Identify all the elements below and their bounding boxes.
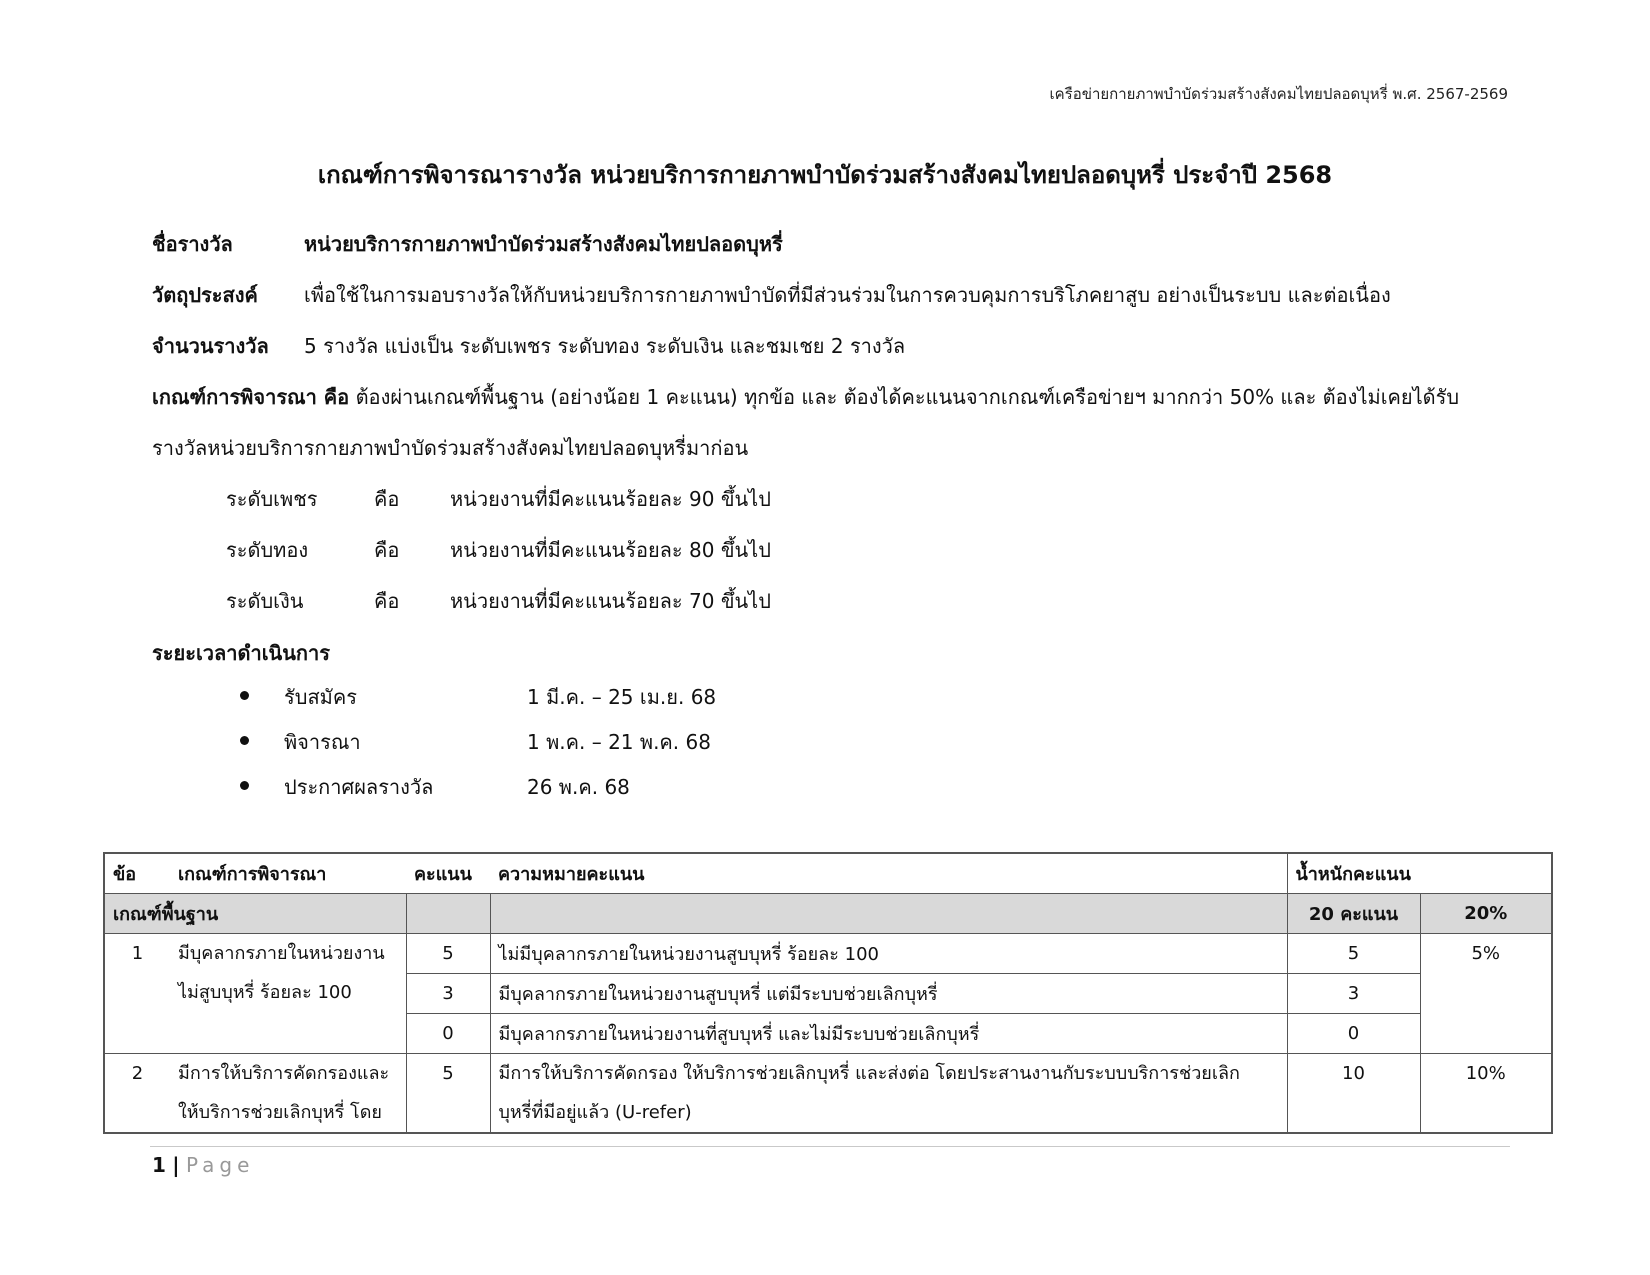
criteria-line: มีการให้บริการคัดกรองและ: [178, 1063, 390, 1084]
meaning-line: บุหรี่ที่มีอยู่แล้ว (U-refer): [498, 1102, 692, 1123]
page-separator: |: [172, 1153, 180, 1177]
criteria-intro-label: เกณฑ์การพิจารณา คือ: [152, 385, 350, 409]
award-name-line: [152, 228, 783, 260]
table-row: [104, 1054, 1552, 1134]
running-header: เครือข่ายกายภาพบำบัดร่วมสร้างสังคมไทยปลอดบุหรี่ พ.ศ. 2567-2569: [1049, 85, 1508, 103]
section-blank: [490, 894, 1287, 934]
objective-label: วัตถุประสงค์: [152, 283, 258, 307]
timeline-date: 1 มี.ค. – 25 เม.ย. 68: [527, 685, 717, 709]
bullet-icon: [240, 691, 249, 700]
header-no: ข้อ: [113, 864, 137, 885]
criteria-line: ไม่สูบบุหรี่ ร้อยละ 100: [178, 982, 352, 1003]
level-name: ระดับเงิน: [226, 589, 304, 613]
row-meaning: มีบุคลากรภายในหน่วยงานที่สูบบุหรี่ และไม่มีระบบช่วยเลิกบุหรี่: [490, 1014, 1287, 1054]
table-row: [104, 934, 1552, 974]
award-count-value: 5 รางวัล แบ่งเป็น ระดับเพชร ระดับทอง ระดับเงิน และชมเชย 2 รางวัล: [304, 334, 906, 358]
row-number: 1: [131, 943, 144, 964]
level-is: คือ: [374, 487, 400, 511]
criteria-line: ให้บริการช่วยเลิกบุหรี่ โดย: [178, 1102, 382, 1123]
section-label: เกณฑ์พื้นฐาน: [104, 894, 406, 934]
criteria-intro-text: ต้องผ่านเกณฑ์พื้นฐาน (อย่างน้อย 1 คะแนน) ทุกข้อ และ ต้องได้คะแนนจากเกณฑ์เครือข่ายฯ มากกว่า 50% และ ต้องไม่เคยได้รับ: [355, 385, 1460, 409]
section-row: [104, 894, 1552, 934]
row-weight: 5: [1287, 934, 1420, 974]
row-weight-percent: 10%: [1420, 1054, 1552, 1134]
table-header-row: [104, 853, 1552, 894]
row-score: 3: [406, 974, 490, 1014]
row-weight: 3: [1287, 974, 1420, 1014]
award-name-label: ชื่อรางวัล: [152, 232, 233, 256]
meaning-line: มีการให้บริการคัดกรอง ให้บริการช่วยเลิกบุหรี่ และส่งต่อ โดยประสานงานกับระบบบริการช่วยเลิก: [498, 1063, 1240, 1084]
header-meaning: ความหมายคะแนน: [498, 864, 645, 885]
row-criteria: [170, 934, 406, 1054]
row-weight: 10: [1287, 1054, 1420, 1134]
level-name: ระดับเพชร: [226, 487, 318, 511]
criteria-intro-line: [152, 381, 1459, 413]
award-count-label: จำนวนรางวัล: [152, 334, 269, 358]
criteria-intro-continuation: รางวัลหน่วยบริการกายภาพบำบัดร่วมสร้างสังคมไทยปลอดบุหรี่มาก่อน: [152, 436, 749, 460]
row-meaning: มีบุคลากรภายในหน่วยงานสูบบุหรี่ แต่มีระบบช่วยเลิกบุหรี่: [490, 974, 1287, 1014]
objective-line: [152, 279, 1391, 311]
page-footer: [152, 1153, 254, 1177]
header-weight: น้ำหนักคะแนน: [1287, 853, 1552, 894]
row-weight: 0: [1287, 1014, 1420, 1054]
level-is: คือ: [374, 538, 400, 562]
level-name: ระดับทอง: [226, 538, 309, 562]
timeline-date: 26 พ.ค. 68: [527, 775, 630, 799]
timeline-label: พิจารณา: [284, 730, 361, 754]
award-name-value: หน่วยบริการกายภาพบำบัดร่วมสร้างสังคมไทยปลอดบุหรี่: [304, 232, 783, 256]
bullet-icon: [240, 781, 249, 790]
document-title: เกณฑ์การพิจารณารางวัล หน่วยบริการกายภาพบำบัดร่วมสร้างสังคมไทยปลอดบุหรี่ ประจำปี 2568: [317, 161, 1333, 189]
bullet-icon: [240, 736, 249, 745]
footer-divider: [150, 1146, 1510, 1147]
page-number: 1: [152, 1153, 166, 1177]
header-score: คะแนน: [414, 864, 472, 885]
row-score: 0: [406, 1014, 490, 1054]
section-blank: [406, 894, 490, 934]
objective-value: เพื่อใช้ในการมอบรางวัลให้กับหน่วยบริการกายภาพบำบัดที่มีส่วนร่วมในการควบคุมการบริโภคยาสูบ อย่างเป็นระบบ และต่อเนื่อง: [304, 283, 1391, 307]
row-meaning: [490, 1054, 1287, 1134]
timeline-label: รับสมัคร: [284, 685, 357, 709]
row-criteria: [170, 1054, 406, 1134]
header-criteria: เกณฑ์การพิจารณา: [178, 864, 327, 885]
level-is: คือ: [374, 589, 400, 613]
row-score: 5: [406, 934, 490, 974]
row-weight-percent: 5%: [1420, 934, 1552, 1054]
timeline-date: 1 พ.ค. – 21 พ.ค. 68: [527, 730, 711, 754]
level-description: หน่วยงานที่มีคะแนนร้อยละ 90 ขึ้นไป: [450, 487, 771, 511]
timeline-heading: ระยะเวลาดำเนินการ: [152, 641, 330, 665]
row-meaning: ไม่มีบุคลากรภายในหน่วยงานสูบบุหรี่ ร้อยละ 100: [490, 934, 1287, 974]
section-weight-percent: 20%: [1420, 894, 1552, 934]
timeline-label: ประกาศผลรางวัล: [284, 775, 434, 799]
level-description: หน่วยงานที่มีคะแนนร้อยละ 70 ขึ้นไป: [450, 589, 771, 613]
criteria-table: [103, 852, 1553, 1134]
row-score: 5: [406, 1054, 490, 1134]
page-label: Page: [185, 1153, 255, 1177]
level-description: หน่วยงานที่มีคะแนนร้อยละ 80 ขึ้นไป: [450, 538, 771, 562]
criteria-line: มีบุคลากรภายในหน่วยงาน: [178, 943, 385, 964]
award-count-line: [152, 330, 905, 362]
row-number: 2: [131, 1063, 144, 1084]
section-weight-points: 20 คะแนน: [1287, 894, 1420, 934]
